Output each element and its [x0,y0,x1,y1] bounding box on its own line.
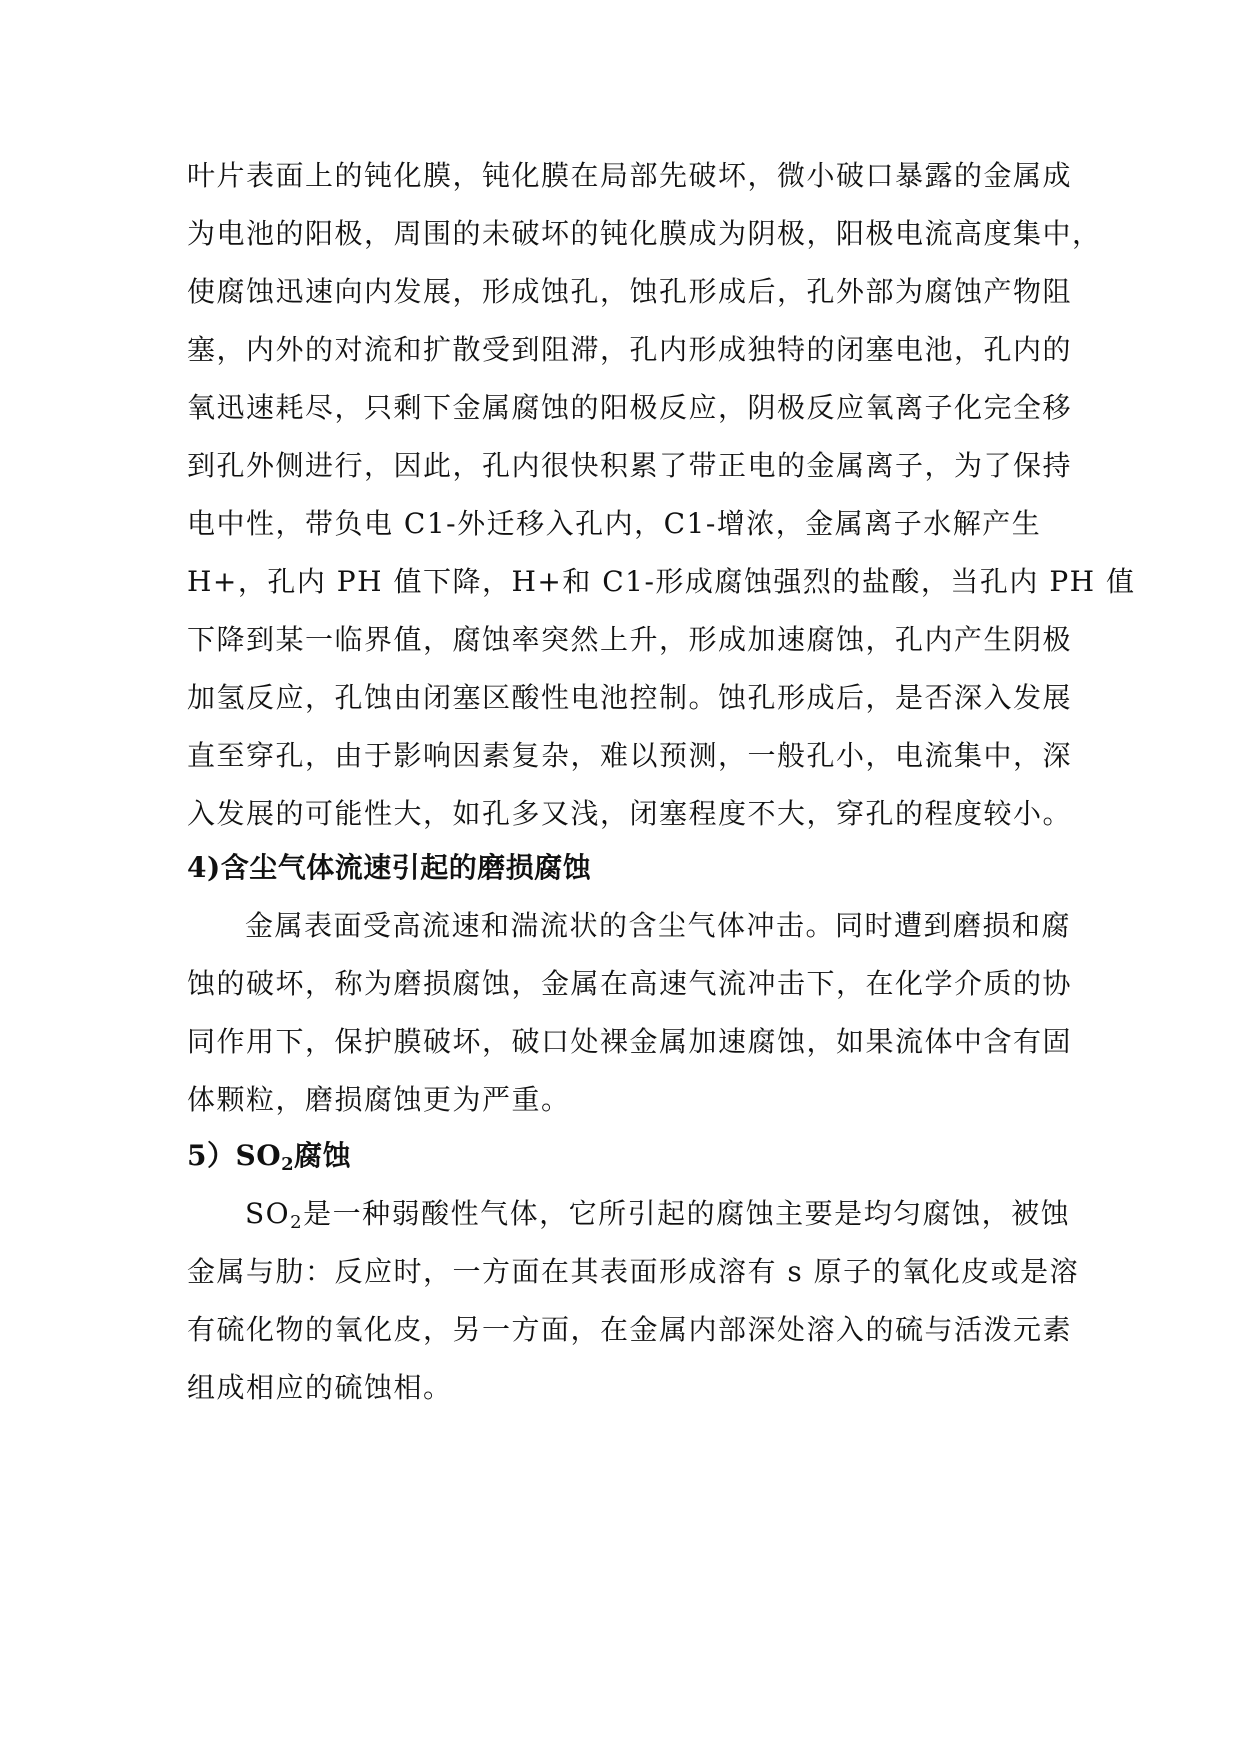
subscript: 2 [281,1154,295,1175]
paragraph-line: 体颗粒，磨损腐蚀更为严重。 [187,1083,571,1116]
paragraph-line: 组成相应的硫蚀相。 [187,1371,453,1404]
paragraph-line: 电中性，带负电 C1-外迁移入孔内，C1-增浓，金属离子水解产生 [187,507,1042,540]
paragraph-line: 入发展的可能性大，如孔多又浅，闭塞程度不大，穿孔的程度较小。 [187,797,1073,830]
paragraph-line: 金属表面受高流速和湍流状的含尘气体冲击。同时遭到磨损和腐 [245,909,1072,942]
heading-text: 腐蚀 [294,1139,352,1172]
subscript: 2 [290,1212,304,1233]
paragraph-line: H+，孔内 PH 值下降，H+和 C1-形成腐蚀强烈的盐酸，当孔内 PH 值 [187,565,1136,598]
heading-text: 5）SO [187,1139,282,1172]
paragraph-line: 为电池的阳极，周围的未破坏的钝化膜成为阴极，阳极电流高度集中， [187,217,1102,250]
paragraph-line: 直至穿孔，由于影响因素复杂，难以预测，一般孔小，电流集中，深 [187,739,1073,772]
paragraph-line: 下降到某一临界值，腐蚀率突然上升，形成加速腐蚀，孔内产生阴极 [187,623,1073,656]
section-heading-5 [187,1138,351,1174]
paragraph-line: 有硫化物的氧化皮，另一方面，在金属内部深处溶入的硫与活泼元素 [187,1313,1073,1346]
paragraph-line: 叶片表面上的钝化膜，钝化膜在局部先破坏，微小破口暴露的金属成 [187,159,1073,192]
paragraph-line: 蚀的破坏，称为磨损腐蚀，金属在高速气流冲击下，在化学介质的协 [187,967,1073,1000]
paragraph-line [245,1196,1070,1232]
paragraph-line: 加氢反应，孔蚀由闭塞区酸性电池控制。蚀孔形成后，是否深入发展 [187,681,1073,714]
paragraph-line: 氧迅速耗尽，只剩下金属腐蚀的阳极反应，阴极反应氧离子化完全移 [187,391,1073,424]
paragraph-line: 同作用下，保护膜破坏，破口处裸金属加速腐蚀，如果流体中含有固 [187,1025,1073,1058]
paragraph-text: 是一种弱酸性气体，它所引起的腐蚀主要是均匀腐蚀，被蚀 [303,1197,1071,1230]
paragraph-line: 塞，内外的对流和扩散受到阻滞，孔内形成独特的闭塞电池，孔内的 [187,333,1073,366]
paragraph-line: 到孔外侧进行，因此，孔内很快积累了带正电的金属离子，为了保持 [187,449,1073,482]
formula-text: SO [245,1197,291,1230]
paragraph-line: 金属与肋：反应时，一方面在其表面形成溶有 s 原子的氧化皮或是溶 [187,1255,1080,1288]
paragraph-line: 使腐蚀迅速向内发展，形成蚀孔，蚀孔形成后，孔外部为腐蚀产物阻 [187,275,1073,308]
section-heading-4: 4)含尘气体流速引起的磨损腐蚀 [187,851,592,884]
